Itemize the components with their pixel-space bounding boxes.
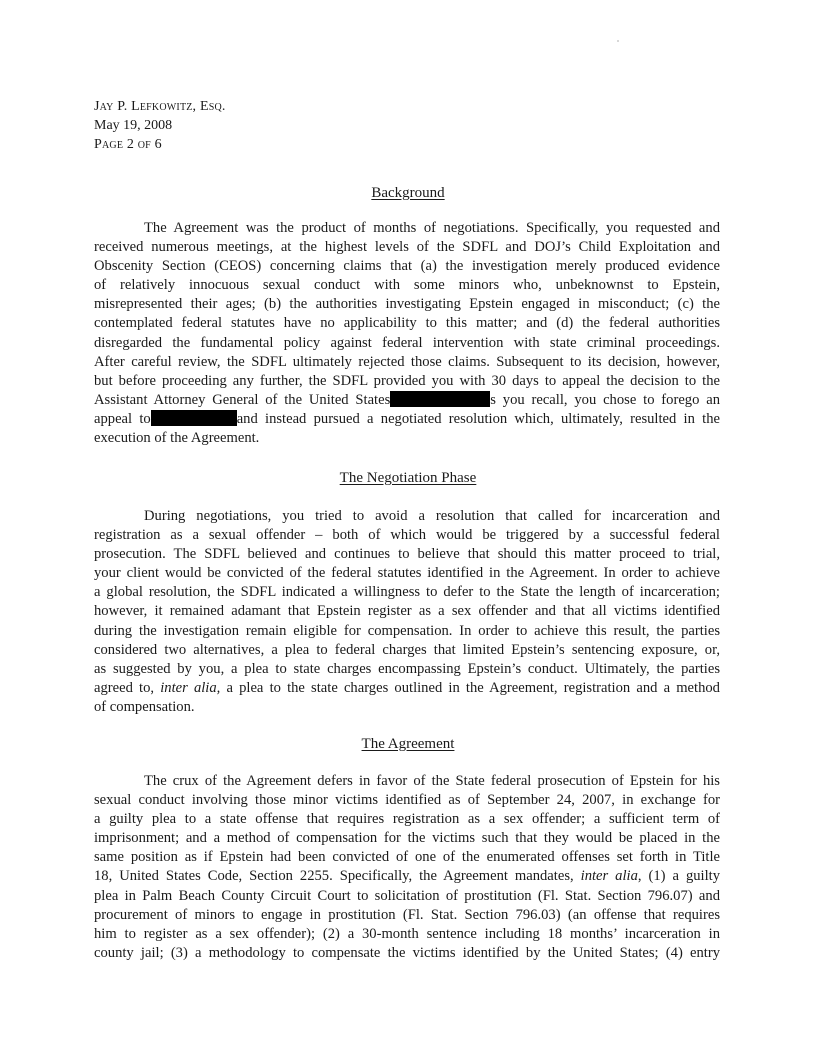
letter-date: May 19, 2008 — [94, 118, 173, 133]
paragraph-background — [94, 219, 720, 448]
text-fragment: appeal to — [94, 410, 151, 427]
text-line: same position as if Epstein had been convicted of one of the enumerated offenses set forth in Title — [94, 849, 720, 866]
text-line: During negotiations, you tried to avoid a resolution that called for incarceration and — [144, 508, 720, 524]
text-line: received numerous meetings, at the highest levels of the SDFL and DOJ’s Child Exploitation and — [94, 239, 720, 256]
italic-term: inter alia — [580, 868, 638, 885]
text-line: The Agreement was the product of months of negotiations. Specifically, you requested and — [144, 220, 720, 236]
redaction-block — [151, 410, 237, 426]
text-line: misrepresented their ages; (b) the authorities investigating Epstein engaged in misconduct; (c) the — [94, 296, 720, 313]
text-line: but before proceeding any further, the SDFL provided you with 30 days to appeal the decision to the — [94, 372, 720, 389]
italic-term: inter alia, — [160, 679, 221, 696]
text-line: county jail; (3) a methodology to compensate the victims identified by the United States; (4) entry — [94, 944, 720, 961]
text-fragment: and instead pursued a negotiated resolution which, ultimately, resulted in the — [236, 410, 720, 427]
text-fragment: agreed to, — [94, 679, 155, 696]
text-line — [94, 679, 720, 698]
text-line: disregarded the fundamental policy against federal intervention with state criminal proceedings. — [94, 334, 720, 351]
text-line: prosecution. The SDFL believed and continues to believe that should this matter proceed to trial, — [94, 546, 720, 563]
text-line: imprisonment; and a method of compensation for the victims such that they would be placed in the — [94, 830, 720, 847]
section-heading-negotiation: The Negotiation Phase — [339, 470, 477, 486]
text-line — [94, 867, 720, 886]
recipient-name: Jay P. Lefkowitz, Esq. — [94, 99, 226, 114]
text-fragment: Assistant Attorney General of the United States — [94, 391, 391, 408]
text-line: a guilty plea to a state offense that requires registration as a sex offender; a sufficient term of — [94, 811, 720, 828]
paragraph-agreement — [94, 772, 720, 963]
text-fragment: , (1) a guilty — [637, 868, 721, 885]
text-line: a global resolution, the SDFL indicated a willingness to defer to the State the length of incarceration; — [94, 584, 720, 601]
text-fragment: s you recall, you chose to forego an — [490, 391, 720, 408]
redaction-block — [390, 391, 490, 407]
text-line: contemplated federal statutes have no applicability to this matter; and (d) the federal authorities — [94, 315, 720, 332]
text-line: as suggested by you, a plea to state charges encompassing Epstein’s conduct. Ultimately, the parties — [94, 660, 720, 677]
text-line: registration as a sexual offender – both of which would be triggered by a successful federal — [94, 527, 720, 544]
paragraph-negotiation — [94, 507, 720, 717]
text-line: of compensation. — [94, 698, 195, 715]
text-line: plea in Palm Beach County Circuit Court to solicitation of prostitution (Fl. Stat. Section 796.07) and — [94, 887, 720, 904]
text-line: considered two alternatives, a plea to federal charges that limited Epstein’s sentencing exposure, or, — [94, 641, 720, 658]
scan-speck — [617, 40, 619, 42]
text-line — [94, 410, 720, 429]
text-line: during the investigation remain eligible for compensation. In order to achieve this result, the parties — [94, 622, 720, 639]
text-line: procurement of minors to engage in prostitution (Fl. Stat. Section 796.03) (an offense that requires — [94, 906, 720, 923]
letter-header — [94, 97, 226, 154]
section-heading-agreement: The Agreement — [361, 736, 455, 752]
text-line: your client would be convicted of the federal statutes identified in the Agreement. In order to achieve — [94, 565, 720, 582]
text-line: After careful review, the SDFL ultimately rejected those claims. Subsequent to its decision, however, — [94, 353, 720, 370]
section-heading-background: Background — [371, 185, 445, 201]
text-line: him to register as a sex offender); (2) a 30-month sentence including 18 months’ incarceration in — [94, 925, 720, 942]
page-number: Page 2 of 6 — [94, 137, 162, 152]
text-line — [94, 391, 720, 410]
text-fragment: a plea to the state charges outlined in the Agreement, registration and a method — [226, 679, 720, 696]
text-line: Obscenity Section (CEOS) concerning claims that (a) the investigation merely produced evidence — [94, 258, 720, 275]
text-line: execution of the Agreement. — [94, 430, 260, 447]
text-line: however, it remained adamant that Epstein register as a sex offender and that all victims identified — [94, 603, 720, 620]
text-fragment: 18, United States Code, Section 2255. Specifically, the Agreement mandates, — [94, 868, 574, 885]
text-line: sexual conduct involving those minor victims identified as of September 24, 2007, in exchange for — [94, 792, 720, 809]
text-line: of relatively innocuous sexual conduct with some minors who, unbeknownst to Epstein, — [94, 277, 720, 294]
text-line: The crux of the Agreement defers in favor of the State federal prosecution of Epstein for his — [144, 773, 720, 789]
